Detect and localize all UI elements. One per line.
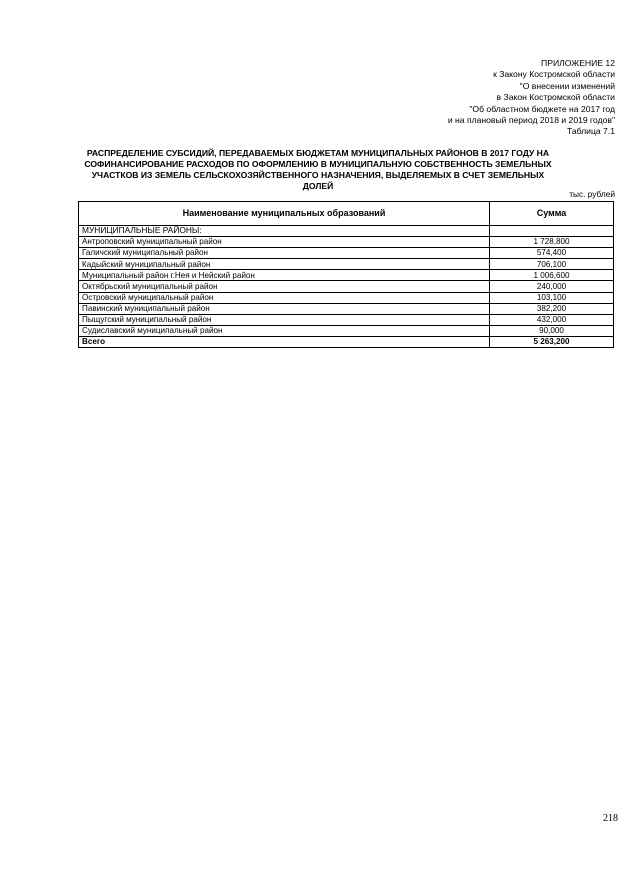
table-row <box>79 270 614 281</box>
document-title: РАСПРЕДЕЛЕНИЕ СУБСИДИЙ, ПЕРЕДАВАЕМЫХ БЮДЖЕТАМ МУНИЦИПАЛЬНЫХ РАЙОНОВ В 2017 ГОДУ НА СОФИНАНСИРОВАНИЕ РАСХОДОВ ПО ОФОРМЛЕНИЮ В МУНИЦИПАЛЬНУЮ СОБСТВЕННОСТЬ ЗЕМЕЛЬНЫХ УЧАСТКОВ ИЗ ЗЕМЕЛЬ СЕЛЬСКОХОЗЯЙСТВЕННОГО НАЗНАЧЕНИЯ, ВЫДЕЛЯЕМЫХ В СЧЕТ ЗЕМЕЛЬНЫХ ДОЛЕЙ <box>84 148 552 191</box>
district-name: Октябрьский муниципальный район <box>79 281 490 292</box>
page-number: 218 <box>603 813 618 824</box>
table-number: Таблица 7.1 <box>566 126 615 137</box>
column-header-name: Наименование муниципальных образований <box>79 202 490 226</box>
table-row <box>79 325 614 336</box>
district-sum: 103,100 <box>490 292 614 303</box>
district-sum: 240,000 <box>490 281 614 292</box>
district-sum: 432,000 <box>490 314 614 325</box>
header-line-budget: "Об областном бюджете на 2017 год <box>469 103 615 114</box>
table-row <box>79 259 614 270</box>
table-row <box>79 248 614 259</box>
district-name: Муниципальный район г.Нея и Нейский район <box>79 270 490 281</box>
units-label: тыс. рублей <box>569 189 615 199</box>
total-label: Всего <box>79 336 490 347</box>
section-label: МУНИЦИПАЛЬНЫЕ РАЙОНЫ: <box>79 226 490 237</box>
district-sum: 1 728,800 <box>490 237 614 248</box>
header-line-law-ref: в Закон Костромской области <box>496 92 615 103</box>
header-line-amendment: "О внесении изменений <box>519 80 615 91</box>
table-row <box>79 314 614 325</box>
subsidy-table <box>78 201 614 348</box>
table-row <box>79 303 614 314</box>
district-name: Галичский муниципальный район <box>79 248 490 259</box>
section-sum-cell <box>490 226 614 237</box>
law-appendix-header <box>315 58 615 138</box>
district-name: Антроповский муниципальный район <box>79 237 490 248</box>
appendix-number: ПРИЛОЖЕНИЕ 12 <box>541 58 615 68</box>
total-sum: 5 263,200 <box>490 336 614 347</box>
district-sum: 90,000 <box>490 325 614 336</box>
column-header-sum: Сумма <box>490 202 614 226</box>
district-name: Пыщугский муниципальный район <box>79 314 490 325</box>
table-row <box>79 292 614 303</box>
district-sum: 706,100 <box>490 259 614 270</box>
table-row <box>79 281 614 292</box>
district-name: Судиславский муниципальный район <box>79 325 490 336</box>
district-sum: 382,200 <box>490 303 614 314</box>
district-name: Островский муниципальный район <box>79 292 490 303</box>
header-line-law: к Закону Костромской области <box>493 69 615 80</box>
district-sum: 1 006,600 <box>490 270 614 281</box>
district-name: Павинский муниципальный район <box>79 303 490 314</box>
district-sum: 574,400 <box>490 248 614 259</box>
district-name: Кадыйский муниципальный район <box>79 259 490 270</box>
header-line-period: и на плановый период 2018 и 2019 годов" <box>447 115 615 126</box>
total-row <box>79 336 614 347</box>
table-header-row <box>79 202 614 226</box>
section-row <box>79 226 614 237</box>
table-row <box>79 237 614 248</box>
